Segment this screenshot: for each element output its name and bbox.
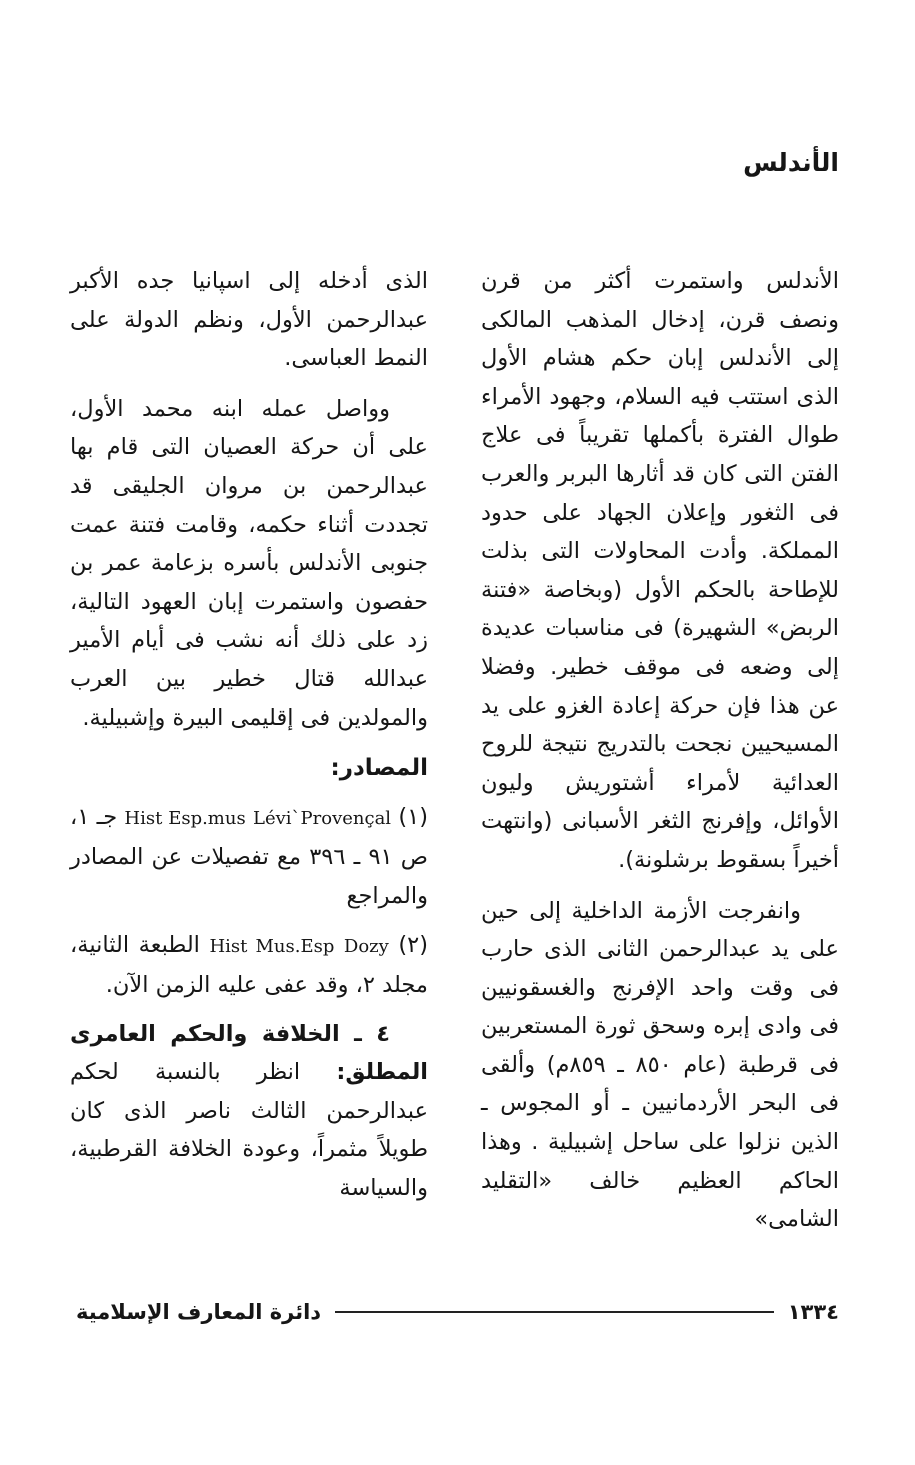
section-title: ٤ ـ الخلافة والحكم العامرى bbox=[70, 1020, 390, 1047]
paragraph: الأندلس واستمرت أكثر من قرن ونصف قرن، إدخال المذهب المالكى إلى الأندلس إبان حكم هشام الأول الذى استتب فيه السلام، وجهود الأمراء طوال الفترة بأكملها تقريباً فى علاج الفتن التى كان قد أثارها البربر والعرب فى الثغور وإعلان الجهاد على حدود المملكة. وأدت المحاولات التى بذلت للإطاحة بالحكم الأول (وبخاصة «فتنة الربض» الشهيرة) فى مناسبات عديدة إلى وضعه فى موقف خطير. وفضلا عن هذا فإن حركة إعادة الغزو على يد المسيحيين نجحت بالتدريج نتيجة للروح العدائية لأمراء أشتوريش وليون الأوائل، وإفرنج الثغر الأسبانى (وانتهت أخيراً بسقوط برشلونة). bbox=[481, 268, 839, 873]
reference-title: Hist Mus.Esp bbox=[209, 935, 335, 957]
paragraph: وانفرجت الأزمة الداخلية إلى حين على يد عبدالرحمن الثانى الذى حارب فى وقت واحد الإفرنج والغسقونيين فى وادى إبره وسحق ثورة المستعربين فى قرطبة (عام ٨٥٠ ـ ٨٥٩م) وألقى فى البحر الأردمانيين ـ أو المجوس ـ الذين نزلوا على ساحل إشبيلية . وهذا الحاكم العظيم خالف «التقليد الشامى» bbox=[481, 897, 840, 1233]
reference-text: الطبعة الثانية، مجلد ٢، وقد عفى عليه الزمن الآن. bbox=[70, 931, 428, 999]
reference-item bbox=[70, 926, 428, 1005]
reference-text: جـ ١، ص ٩١ ـ ٣٩٦ مع تفصيلات عن المصادر والمراجع bbox=[70, 803, 428, 909]
reference-number: (٢) bbox=[398, 931, 429, 958]
right-column bbox=[481, 262, 839, 1251]
reference-item bbox=[70, 798, 428, 916]
page-number: ١٣٣٤ bbox=[787, 1300, 839, 1324]
sources-heading: المصادر: bbox=[330, 755, 428, 782]
paragraph: وواصل عمله ابنه محمد الأول، على أن حركة العصيان التى قام بها عبدالرحمن بن مروان الجليقى قد تجددت أثناء حكمه، وقامت فتنة عمت جنوبى الأندلس بأسره بزعامة عمر بن حفصون واستمرت إبان العهود التالية، زد على ذلك أنه نشب فى أيام الأمير عبدالله قتال خطير بين العرب والمولدين فى إقليمى البيرة وإشبيلية. bbox=[70, 395, 428, 731]
reference-number: (١) bbox=[398, 803, 429, 830]
references-list bbox=[70, 798, 428, 1005]
paragraph: الذى أدخله إلى اسپانيا جده الأكبر عبدالرحمن الأول، ونظم الدولة على النمط العباسى. bbox=[70, 268, 428, 372]
section-paragraph bbox=[70, 1015, 428, 1208]
publication-title: دائرة المعارف الإسلامية bbox=[76, 1300, 322, 1324]
section-term: المطلق: bbox=[336, 1059, 428, 1086]
left-column bbox=[70, 262, 428, 1220]
footer-rule bbox=[335, 1311, 774, 1313]
section-text: انظر بالنسبة لحكم عبدالرحمن الثالث ناصر الذى كان طويلاً مثمراً، وعودة الخلافة القرطبية، والسياسة bbox=[70, 1059, 428, 1202]
running-header: الأندلس bbox=[743, 148, 839, 177]
reference-title: Hist Esp.mus bbox=[124, 807, 246, 829]
reference-author: Lévi`Provençal bbox=[253, 807, 392, 829]
page-footer bbox=[76, 1296, 839, 1328]
reference-author: Dozy bbox=[343, 935, 389, 957]
